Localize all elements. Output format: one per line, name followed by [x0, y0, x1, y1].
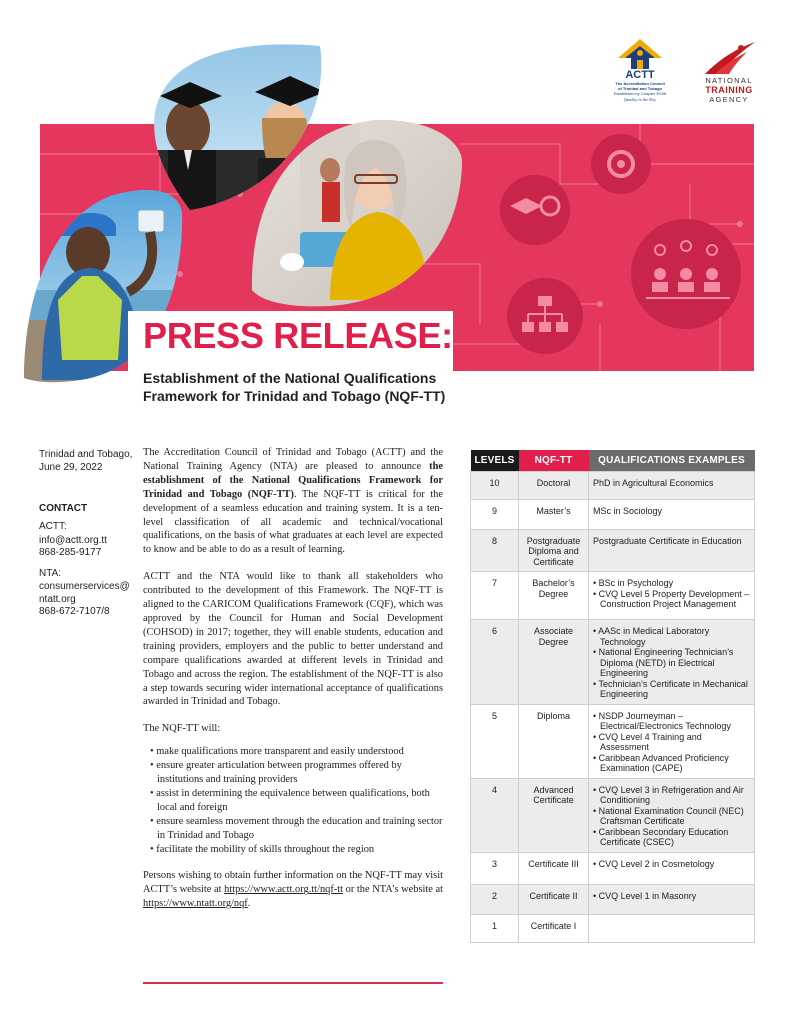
example-item: • Technician’s Certificate in Mechanical Engineering: [593, 678, 748, 699]
list-item-text: ensure greater articulation between programmes offered by institutions and training providers: [156, 760, 402, 786]
table-row: [471, 572, 755, 620]
press-release-body: [143, 446, 443, 924]
table-row: [471, 704, 755, 778]
actt-tagline: Quality is the Key: [623, 97, 657, 102]
qualification-level-name: Diploma: [519, 704, 589, 778]
column-header-nqf: NQF-TT: [519, 450, 589, 471]
objectives-list: [149, 745, 443, 856]
list-item-text: assist in determining the equivalence between qualifications, both local and foreign: [156, 787, 430, 813]
qualification-level-name: Doctoral: [519, 471, 589, 499]
level-cell: 10: [471, 471, 519, 499]
examples-cell: [589, 572, 755, 620]
example-item: • Caribbean Advanced Proficiency Examination (CAPE): [593, 752, 729, 773]
example-item: • National Examination Council (NEC) Craftsman Certificate: [593, 805, 744, 826]
table-row: [471, 529, 755, 572]
table-row: [471, 884, 755, 914]
actt-website-link[interactable]: https://www.actt.org.tt/nqf-tt: [224, 884, 344, 896]
qualification-level-name: Associate Degree: [519, 620, 589, 705]
level-cell: 6: [471, 620, 519, 705]
examples-cell: [589, 884, 755, 914]
example-item: • CVQ Level 5 Property Development – Construction Project Management: [593, 588, 750, 609]
qualification-level-name: Bachelor’s Degree: [519, 572, 589, 620]
examples-list: [592, 711, 751, 774]
nqf-levels-table: [470, 450, 755, 943]
body-paragraph: ACTT and the NTA would like to thank all stakeholders who contributed to the development of this Framework. The NQF-TT is aligned to the CARICOM Qualifications Framework (CQF), which was approved by the Council for Human and Social Development (COHSOD) in 2017; together, they will enable students, education and training providers, employers and the public to better understand and compare qualifications awarded at different levels in Trinidad and Tobago and across the region. The establishment of the NQF-TT is also a step towards securing wider international acceptance of qualifications awarded in Trinidad and Tobago.: [143, 571, 443, 708]
release-subtitle: [143, 369, 445, 405]
list-item-text: facilitate the mobility of skills throughout the region: [156, 843, 375, 855]
nta-contact-label: NTA:: [39, 567, 62, 579]
examples-list: [592, 506, 751, 517]
actt-acronym: ACTT: [625, 69, 655, 81]
level-cell: 1: [471, 914, 519, 942]
bold-text: the establishment of the National Qualifications Framework for Trinidad and Tobago (NQF-TT): [143, 460, 443, 500]
actt-name-line: of Trinidad and Tobago: [618, 86, 662, 91]
column-header-levels: LEVELS: [471, 450, 519, 471]
qualification-level-name: Postgraduate Diploma and Certificate: [519, 529, 589, 572]
example-item: • AASc in Medical Laboratory Technology: [593, 626, 710, 647]
qualification-level-name: Certificate I: [519, 914, 589, 942]
level-cell: 2: [471, 884, 519, 914]
nta-line-training: TRAINING: [705, 85, 753, 95]
example-item: • CVQ Level 3 in Refrigeration and Air Conditioning: [593, 784, 744, 805]
level-cell: 5: [471, 704, 519, 778]
examples-cell: [589, 914, 755, 942]
column-header-examples: QUALIFICATIONS EXAMPLES: [589, 450, 755, 471]
contact-heading: CONTACT: [39, 503, 88, 514]
subtitle-line: Establishment of the National Qualifications: [143, 370, 437, 386]
list-item-text: make qualifications more transparent and easily understood: [156, 746, 404, 758]
examples-list: [592, 891, 751, 902]
nta-website-link[interactable]: https://www.ntatt.org/nqf: [143, 898, 248, 910]
footer-divider: [143, 982, 443, 984]
list-item: • make qualifications more transparent and easily understood: [150, 746, 404, 758]
actt-established: Established by Chapter 39:06: [613, 91, 667, 96]
examples-cell: [589, 471, 755, 499]
examples-cell: [589, 778, 755, 852]
nta-line-agency: AGENCY: [709, 95, 749, 104]
text-run: Persons wishing to obtain further information on the NQF-TT may visit ACTT’s website at: [143, 870, 443, 896]
level-cell: 9: [471, 499, 519, 529]
text-run: . The NQF-TT is critical for the development of a seamless education and training system. It is a ten-level classification of all academic and technical/vocational qualifications, on the basis of what graduates at each level are expected to know and be able to do as a result of learning.: [143, 488, 443, 556]
table-body: [471, 471, 755, 942]
subtitle-line: Framework for Trinidad and Tobago (NQF-TT): [143, 388, 446, 404]
examples-list: [592, 478, 751, 489]
qualification-level-name: Master’s: [519, 499, 589, 529]
text-run: The Accreditation Council of Trinidad and Tobago (ACTT) and the National Training Agency (NTA) are pleased to announce: [143, 447, 443, 472]
qualification-level-name: Advanced Certificate: [519, 778, 589, 852]
examples-list: [592, 536, 751, 547]
qualification-level-name: Certificate III: [519, 852, 589, 884]
actt-phone: 868-285-9177: [39, 547, 102, 558]
example-item: PhD in Agricultural Economics: [593, 477, 714, 488]
example-item: • CVQ Level 2 in Cosmetology: [593, 858, 715, 869]
nta-email-link[interactable]: ntatt.org: [39, 593, 76, 605]
examples-list: [592, 859, 751, 870]
table-row: [471, 471, 755, 499]
dateline-date: June 29, 2022: [39, 461, 103, 473]
example-item: • BSc in Psychology: [593, 578, 674, 588]
example-item: • CVQ Level 1 in Masonry: [593, 890, 697, 901]
table-row: [471, 852, 755, 884]
example-item: • Caribbean Secondary Education Certificate (CSEC): [593, 826, 729, 847]
table-header-row: [471, 450, 755, 471]
table-row: [471, 620, 755, 705]
body-paragraph: [143, 869, 443, 911]
examples-cell: [589, 620, 755, 705]
example-item: MSc in Sociology: [593, 505, 663, 516]
actt-contact-label: ACTT:: [39, 521, 67, 532]
examples-list: [592, 578, 751, 610]
actt-name-line: The Accreditation Council: [615, 81, 665, 86]
actt-email-link[interactable]: info@actt.org.tt: [39, 534, 107, 546]
nta-phone: 868-672-7107/8: [39, 606, 110, 617]
text-run: .: [247, 898, 251, 910]
examples-cell: [589, 852, 755, 884]
example-item: • National Engineering Technician’s Diploma (NETD) in Electrical Engineering: [593, 647, 734, 678]
level-cell: 4: [471, 778, 519, 852]
nta-contact: [39, 568, 135, 619]
example-item: Postgraduate Certificate in Education: [593, 535, 742, 546]
qualification-level-name: Certificate II: [519, 884, 589, 914]
level-cell: 8: [471, 529, 519, 572]
examples-cell: [589, 704, 755, 778]
table-row: [471, 778, 755, 852]
level-cell: 3: [471, 852, 519, 884]
level-cell: 7: [471, 572, 519, 620]
examples-cell: [589, 499, 755, 529]
examples-list: [592, 785, 751, 848]
list-item: • assist in determining the equivalence between qualifications, both local and foreign: [150, 787, 430, 813]
list-item: • facilitate the mobility of skills throughout the region: [150, 843, 375, 855]
list-item: • ensure greater articulation between programmes offered by institutions and training providers: [150, 760, 402, 786]
body-paragraph: The NQF-TT will:: [143, 723, 221, 735]
list-item-text: ensure seamless movement through the education and training sector in Trinidad and Tobago: [156, 815, 443, 841]
example-item: • NSDP Journeyman – Electrical/Electronics Technology: [593, 710, 731, 731]
list-item: • ensure seamless movement through the education and training sector in Trinidad and Tobago: [150, 815, 443, 841]
page-title: PRESS RELEASE:: [143, 315, 453, 356]
example-item: • CVQ Level 4 Training and Assessment: [593, 731, 702, 752]
body-paragraph: [143, 446, 443, 557]
dateline: [39, 449, 135, 474]
nta-line-national: NATIONAL: [705, 76, 753, 85]
sidebar-info: [39, 449, 135, 627]
actt-contact: [39, 521, 135, 560]
nta-email-link[interactable]: consumerservices@: [39, 581, 130, 592]
examples-cell: [589, 529, 755, 572]
dateline-place: Trinidad and Tobago,: [39, 449, 133, 460]
table-row: [471, 914, 755, 942]
table-row: [471, 499, 755, 529]
examples-list: [592, 626, 751, 700]
text-run: or the NTA’s website at: [343, 884, 443, 896]
